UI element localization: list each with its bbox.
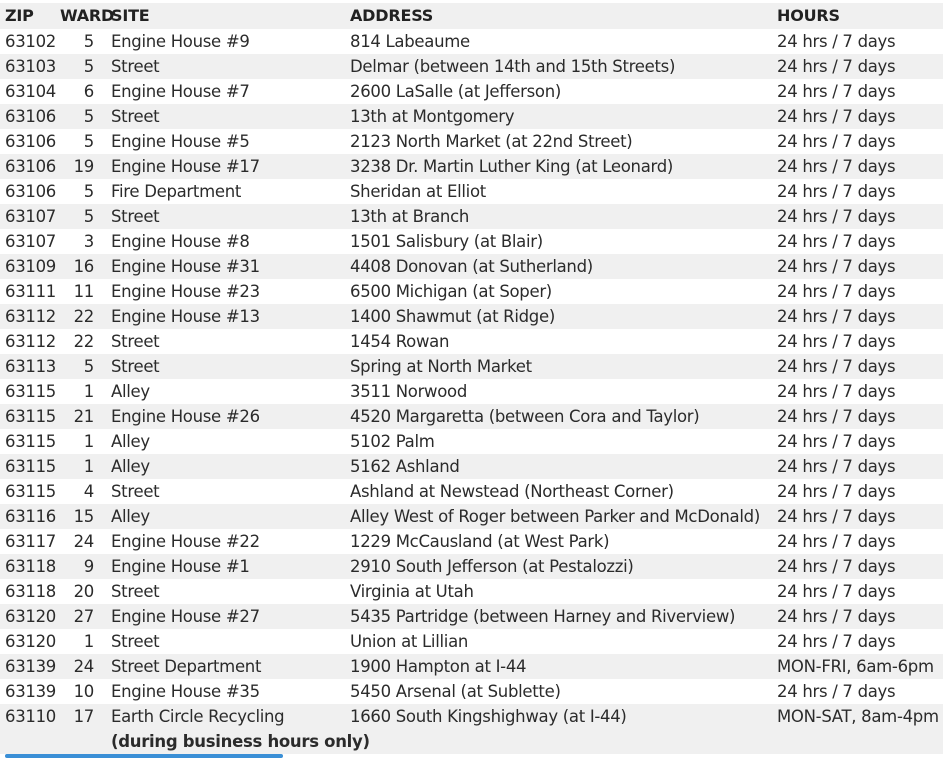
cell-zip: 63115 (5, 432, 56, 451)
cell-hours: 24 hrs / 7 days (777, 307, 896, 326)
cell-ward: 1 (83, 432, 94, 451)
cell-zip: 63116 (5, 507, 56, 526)
table-row (0, 604, 943, 629)
header-hours: HOURS (777, 6, 840, 25)
header-address: ADDRESS (350, 6, 434, 25)
cell-zip: 63112 (5, 332, 56, 351)
table-row (0, 254, 943, 279)
cell-address: 5450 Arsenal (at Sublette) (350, 682, 561, 701)
cell-address: 1454 Rowan (350, 332, 450, 351)
cell-address: 2910 South Jefferson (at Pestalozzi) (350, 557, 634, 576)
cell-address: 5435 Partridge (between Harney and Riverview) (350, 607, 736, 626)
cell-hours: 24 hrs / 7 days (777, 182, 896, 201)
table-header-row (0, 3, 943, 29)
table-row (0, 679, 943, 704)
table-row (0, 629, 943, 654)
cell-hours: 24 hrs / 7 days (777, 282, 896, 301)
table-row (0, 554, 943, 579)
cell-ward: 4 (83, 482, 94, 501)
cell-zip: 63103 (5, 57, 56, 76)
cell-address: Delmar (between 14th and 15th Streets) (350, 57, 676, 76)
table-row (0, 379, 943, 404)
site-name: Engine House #5 (111, 132, 250, 151)
cell-zip: 63111 (5, 282, 56, 301)
cell-zip: 63109 (5, 257, 56, 276)
site-name: Street (111, 582, 160, 601)
cell-zip: 63120 (5, 632, 56, 651)
cell-address: 5102 Palm (350, 432, 435, 451)
table-row (0, 104, 943, 129)
cell-hours: 24 hrs / 7 days (777, 607, 896, 626)
cell-hours: 24 hrs / 7 days (777, 132, 896, 151)
cell-zip: 63139 (5, 657, 56, 676)
cell-zip: 63115 (5, 457, 56, 476)
cell-address: 1229 McCausland (at West Park) (350, 532, 610, 551)
cell-ward: 9 (83, 557, 94, 576)
site-name: Street (111, 57, 160, 76)
site-name: Engine House #8 (111, 232, 250, 251)
cell-hours: 24 hrs / 7 days (777, 482, 896, 501)
cell-hours: 24 hrs / 7 days (777, 107, 896, 126)
cell-site (111, 629, 159, 654)
cell-site (111, 29, 250, 54)
cell-site (111, 79, 250, 104)
cell-site (111, 654, 261, 679)
header-ward: WARD (60, 6, 115, 25)
cell-hours: 24 hrs / 7 days (777, 632, 896, 651)
cell-hours: 24 hrs / 7 days (777, 207, 896, 226)
cell-hours: 24 hrs / 7 days (777, 582, 896, 601)
cell-site (111, 154, 260, 179)
cell-ward: 17 (73, 707, 94, 726)
site-name: Street (111, 332, 160, 351)
site-name: Engine House #35 (111, 682, 260, 701)
site-name: Engine House #22 (111, 532, 260, 551)
cell-zip: 63106 (5, 107, 56, 126)
cell-address: Virginia at Utah (350, 582, 474, 601)
cell-site (111, 354, 159, 379)
cell-zip: 63107 (5, 232, 56, 251)
cell-zip: 63107 (5, 207, 56, 226)
cell-site (111, 379, 150, 404)
table-row (0, 504, 943, 529)
cell-ward: 5 (83, 107, 94, 126)
site-name: Engine House #9 (111, 32, 250, 51)
cell-zip: 63115 (5, 382, 56, 401)
table-row (0, 654, 943, 679)
site-name: Alley (111, 432, 150, 451)
cell-address: Spring at North Market (350, 357, 532, 376)
cell-ward: 10 (73, 682, 94, 701)
table-row (0, 154, 943, 179)
cell-ward: 5 (83, 132, 94, 151)
cell-ward: 1 (83, 632, 94, 651)
site-name: Street (111, 107, 160, 126)
cell-site (111, 479, 159, 504)
cell-ward: 19 (73, 157, 94, 176)
cell-address: 5162 Ashland (350, 457, 460, 476)
cell-site (111, 529, 260, 554)
cell-address: 13th at Montgomery (350, 107, 515, 126)
site-name: Alley (111, 457, 150, 476)
cell-zip: 63106 (5, 157, 56, 176)
cell-hours: 24 hrs / 7 days (777, 507, 896, 526)
table-row (0, 129, 943, 154)
cell-hours: 24 hrs / 7 days (777, 232, 896, 251)
cell-zip: 63110 (5, 707, 56, 726)
cell-ward: 3 (83, 232, 94, 251)
table-row (0, 354, 943, 379)
cell-ward: 5 (83, 357, 94, 376)
cell-ward: 1 (83, 382, 94, 401)
cell-hours: 24 hrs / 7 days (777, 407, 896, 426)
cell-hours: 24 hrs / 7 days (777, 82, 896, 101)
cell-hours: 24 hrs / 7 days (777, 382, 896, 401)
cell-address: Union at Lillian (350, 632, 469, 651)
cell-hours: MON-SAT, 8am-4pm (777, 707, 939, 726)
cell-address: 3238 Dr. Martin Luther King (at Leonard) (350, 157, 674, 176)
cell-hours: 24 hrs / 7 days (777, 357, 896, 376)
site-name: Street (111, 207, 160, 226)
table-row (0, 329, 943, 354)
cell-hours: 24 hrs / 7 days (777, 532, 896, 551)
cell-zip: 63118 (5, 582, 56, 601)
table-row (0, 29, 943, 54)
cell-zip: 63117 (5, 532, 56, 551)
site-name: Alley (111, 382, 150, 401)
site-name: Engine House #17 (111, 157, 260, 176)
cell-address: 1501 Salisbury (at Blair) (350, 232, 543, 251)
cell-address: 814 Labeaume (350, 32, 470, 51)
cell-hours: 24 hrs / 7 days (777, 32, 896, 51)
cell-zip: 63112 (5, 307, 56, 326)
cell-hours: 24 hrs / 7 days (777, 157, 896, 176)
cell-address: 3511 Norwood (350, 382, 468, 401)
cell-zip: 63139 (5, 682, 56, 701)
cell-ward: 24 (73, 657, 94, 676)
cell-zip: 63115 (5, 482, 56, 501)
cell-ward: 5 (83, 207, 94, 226)
cell-site (111, 329, 159, 354)
cell-address: Alley West of Roger between Parker and McDonald) (350, 507, 760, 526)
site-name: Alley (111, 507, 150, 526)
cell-site (111, 429, 150, 454)
table-row (0, 204, 943, 229)
cell-ward: 21 (73, 407, 94, 426)
cell-zip: 63106 (5, 132, 56, 151)
cell-site (111, 704, 370, 754)
cell-ward: 11 (73, 282, 94, 301)
cell-address: 1660 South Kingshighway (at I-44) (350, 707, 627, 726)
site-name: Street (111, 357, 160, 376)
table-row (0, 79, 943, 104)
cell-site (111, 504, 150, 529)
cell-address: 1900 Hampton at I-44 (350, 657, 527, 676)
site-note: (during business hours only) (111, 732, 370, 751)
cell-ward: 16 (73, 257, 94, 276)
table-row (0, 54, 943, 79)
header-site: SITE (111, 6, 150, 25)
cell-ward: 22 (73, 307, 94, 326)
site-name: Street Department (111, 657, 262, 676)
table-row (0, 579, 943, 604)
cell-site (111, 254, 260, 279)
horizontal-scrollbar[interactable] (5, 754, 283, 758)
table-body (0, 29, 943, 754)
cell-zip: 63102 (5, 32, 56, 51)
cell-zip: 63115 (5, 407, 56, 426)
cell-site (111, 604, 260, 629)
cell-site (111, 679, 260, 704)
cell-hours: 24 hrs / 7 days (777, 332, 896, 351)
site-name: Earth Circle Recycling (111, 707, 285, 726)
cell-ward: 24 (73, 532, 94, 551)
cell-hours: MON-FRI, 6am-6pm (777, 657, 934, 676)
dropoff-locations-table (0, 3, 943, 754)
cell-zip: 63104 (5, 82, 56, 101)
cell-site (111, 579, 159, 604)
cell-ward: 5 (83, 182, 94, 201)
cell-site (111, 404, 260, 429)
site-name: Engine House #27 (111, 607, 260, 626)
table-row (0, 279, 943, 304)
cell-site (111, 204, 159, 229)
cell-site (111, 304, 260, 329)
cell-site (111, 129, 250, 154)
cell-address: Sheridan at Elliot (350, 182, 486, 201)
cell-ward: 6 (83, 82, 94, 101)
table-row (0, 429, 943, 454)
site-name: Engine House #31 (111, 257, 260, 276)
cell-zip: 63106 (5, 182, 56, 201)
cell-site (111, 54, 159, 79)
cell-ward: 1 (83, 457, 94, 476)
cell-zip: 63113 (5, 357, 56, 376)
cell-ward: 27 (73, 607, 94, 626)
cell-address: Ashland at Newstead (Northeast Corner) (350, 482, 674, 501)
cell-address: 4408 Donovan (at Sutherland) (350, 257, 593, 276)
cell-site (111, 279, 260, 304)
cell-hours: 24 hrs / 7 days (777, 557, 896, 576)
cell-address: 13th at Branch (350, 207, 469, 226)
cell-hours: 24 hrs / 7 days (777, 257, 896, 276)
site-name: Street (111, 482, 160, 501)
cell-site (111, 179, 241, 204)
cell-address: 1400 Shawmut (at Ridge) (350, 307, 555, 326)
site-name: Engine House #26 (111, 407, 260, 426)
table-row (0, 479, 943, 504)
table-row (0, 529, 943, 554)
cell-address: 2123 North Market (at 22nd Street) (350, 132, 633, 151)
cell-site (111, 554, 250, 579)
cell-zip: 63120 (5, 607, 56, 626)
cell-hours: 24 hrs / 7 days (777, 432, 896, 451)
table-row (0, 179, 943, 204)
table-row (0, 304, 943, 329)
cell-address: 4520 Margaretta (between Cora and Taylor) (350, 407, 700, 426)
cell-zip: 63118 (5, 557, 56, 576)
table-row (0, 404, 943, 429)
table-row (0, 229, 943, 254)
site-name: Engine House #13 (111, 307, 260, 326)
cell-site (111, 229, 250, 254)
site-name: Engine House #1 (111, 557, 250, 576)
cell-ward: 5 (83, 57, 94, 76)
table-row (0, 704, 943, 754)
site-name: Fire Department (111, 182, 242, 201)
cell-ward: 20 (73, 582, 94, 601)
cell-hours: 24 hrs / 7 days (777, 457, 896, 476)
cell-ward: 5 (83, 32, 94, 51)
table-row (0, 454, 943, 479)
header-zip: ZIP (5, 6, 34, 25)
cell-hours: 24 hrs / 7 days (777, 682, 896, 701)
cell-site (111, 454, 150, 479)
cell-address: 6500 Michigan (at Soper) (350, 282, 552, 301)
cell-address: 2600 LaSalle (at Jefferson) (350, 82, 562, 101)
cell-hours: 24 hrs / 7 days (777, 57, 896, 76)
site-name: Engine House #7 (111, 82, 250, 101)
cell-ward: 15 (73, 507, 94, 526)
site-name: Street (111, 632, 160, 651)
cell-ward: 22 (73, 332, 94, 351)
cell-site (111, 104, 159, 129)
site-name: Engine House #23 (111, 282, 260, 301)
